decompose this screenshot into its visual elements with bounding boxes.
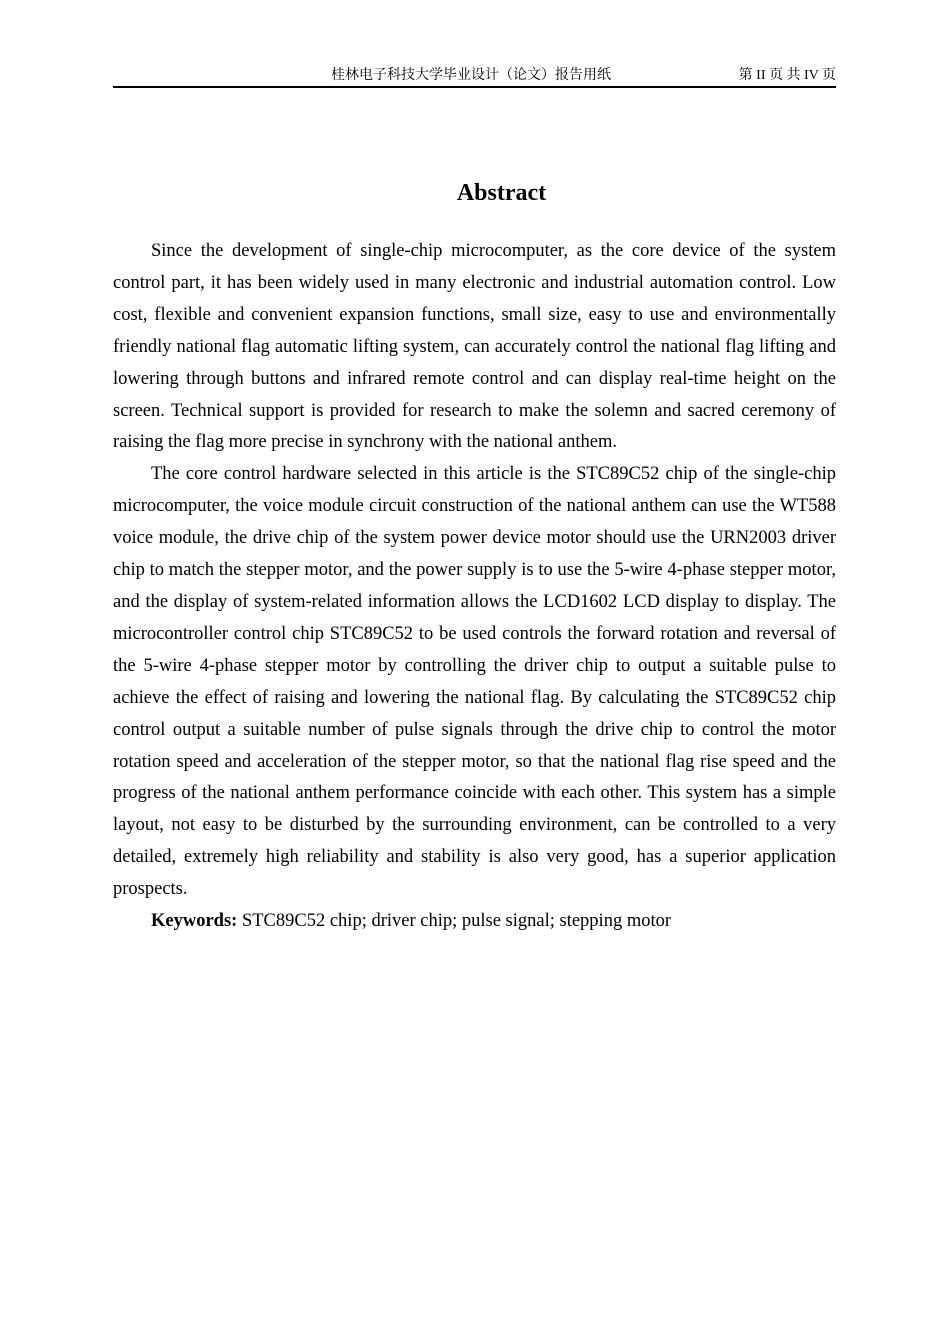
abstract-paragraph-2: The core control hardware selected in this article is the STC89C52 chip of the single-chip microcomputer, the voice module circuit construction of the national anthem can use the WT588 voice module, the drive chip of the system power device motor should use the URN2003 driver chip to match the stepper motor, and the power supply is to use the 5-wire 4-phase stepper motor, and the display of system-related information allows the LCD1602 LCD display to display. The microcontroller control chip STC89C52 to be used controls the forward rotation and reversal of the 5-wire 4-phase stepper motor by controlling the driver chip to output a suitable pulse to achieve the effect of raising and lowering the national flag. By calculating the STC89C52 chip control output a suitable number of pulse signals through the drive chip to control the motor rotation speed and acceleration of the stepper motor, so that the national flag rise speed and the progress of the national anthem performance coincide with each other. This system has a simple layout, not easy to be disturbed by the surrounding environment, can be controlled to a very detailed, extremely high reliability and stability is also very good, has a superior application prospects. bbox=[113, 464, 836, 900]
keywords-line bbox=[113, 906, 836, 938]
keywords-label: Keywords: bbox=[151, 911, 238, 932]
page-header bbox=[113, 66, 836, 88]
header-page-number: 第 II 页 共 IV 页 bbox=[738, 68, 836, 83]
header-title: 桂林电子科技大学毕业设计（论文）报告用纸 bbox=[331, 68, 611, 83]
abstract-heading: Abstract bbox=[456, 180, 547, 206]
abstract-paragraph-1: Since the development of single-chip microcomputer, as the core device of the system control part, it has been widely used in many electronic and industrial automation control. Low cost, flexible and convenient expansion functions, small size, easy to use and environmentally friendly national flag automatic lifting system, can accurately control the national flag lifting and lowering through buttons and infrared remote control and can display real-time height on the screen. Technical support is provided for research to make the solemn and sacred ceremony of raising the flag more precise in synchrony with the national anthem. bbox=[113, 241, 836, 453]
abstract-body bbox=[113, 236, 836, 938]
keywords-list: STC89C52 chip; driver chip; pulse signal; stepping motor bbox=[237, 911, 672, 932]
